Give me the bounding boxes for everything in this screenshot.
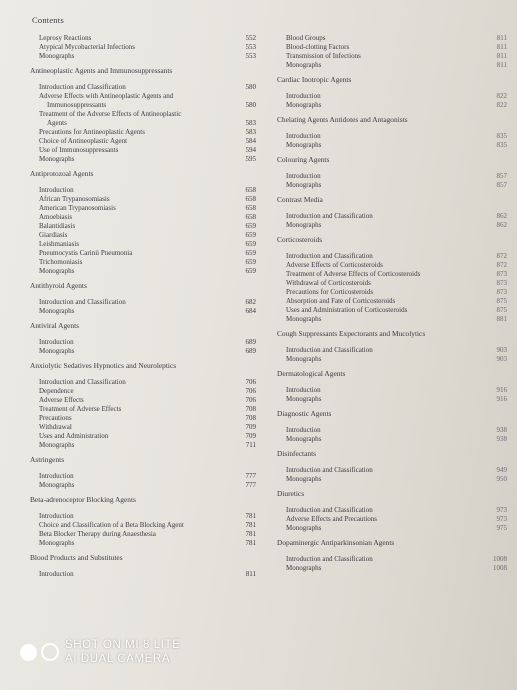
entry-label: Treatment of the Adverse Effects of Antineoplastic: [39, 110, 182, 118]
contents-entry: [30, 213, 256, 222]
entry-label: Monographs: [286, 395, 322, 403]
entry-page-number: 659: [245, 222, 256, 230]
entry-label: Introduction and Classification: [39, 83, 126, 91]
contents-entry: [277, 212, 507, 221]
entry-label: Introduction and Classification: [39, 378, 126, 386]
contents-entry: [277, 515, 507, 524]
contents-section: [30, 281, 256, 316]
entry-label: Precautions for Antineoplastic Agents: [39, 128, 145, 136]
entry-label: Adverse Effects and Precautions: [286, 515, 378, 523]
contents-entry: [277, 270, 507, 279]
contents-entry: [30, 240, 256, 249]
contents-entry: [30, 110, 256, 119]
entry-page-number: 862: [496, 221, 507, 229]
entry-page-number: 781: [245, 521, 256, 529]
entry-page-number: 659: [245, 267, 256, 275]
contents-entry: [30, 186, 256, 195]
contents-entry: [30, 249, 256, 258]
entry-label: Uses and Administration of Corticosteroids: [286, 306, 408, 314]
contents-section: [277, 155, 507, 190]
contents-entry: [30, 137, 256, 146]
contents-entry: [277, 132, 507, 141]
entry-page-number: 875: [496, 306, 507, 314]
contents-entry: [277, 524, 507, 533]
entry-page-number: 873: [496, 270, 507, 278]
entry-page-number: 580: [245, 83, 256, 91]
contents-entry: [30, 34, 256, 43]
entry-label: Beta Blocker Therapy during Anaesthesia: [39, 530, 156, 538]
contents-entry: [30, 570, 256, 579]
entry-label: Introduction and Classification: [286, 555, 373, 563]
entry-page-number: 916: [496, 386, 507, 394]
section-title: Colouring Agents: [277, 155, 330, 164]
entry-page-number: 553: [245, 52, 256, 60]
contents-entry: [277, 92, 507, 101]
entry-page-number: 872: [496, 252, 507, 260]
contents-left-column: [30, 34, 256, 584]
contents-entry: [30, 267, 256, 276]
entry-label: Introduction: [286, 172, 321, 180]
contents-entry: [277, 61, 507, 70]
entry-page-number: 706: [245, 387, 256, 395]
entry-label: Treatment of Adverse Effects of Corticosteroids: [286, 270, 421, 278]
entry-label: Precautions: [39, 414, 72, 422]
entry-page-number: 706: [245, 396, 256, 404]
contents-entry: [277, 475, 507, 484]
entry-label: Introduction and Classification: [286, 212, 373, 220]
entry-label: Use of Immunosuppressants: [39, 146, 119, 154]
contents-entry: [277, 43, 507, 52]
contents-entry: [30, 347, 256, 356]
contents-section: [277, 115, 507, 150]
watermark-line-2: AI DUAL CAMERA: [65, 653, 171, 665]
entry-page-number: 658: [245, 204, 256, 212]
entry-label: Withdrawal: [39, 423, 72, 431]
entry-label: African Trypanosomiasis: [39, 195, 110, 203]
contents-entry: [277, 52, 507, 61]
page-header: [32, 15, 64, 25]
contents-section: [30, 495, 256, 548]
contents-entry: [30, 539, 256, 548]
entry-label: Amoebiasis: [39, 213, 73, 221]
contents-entry: [277, 181, 507, 190]
page-header-title: Contents: [32, 15, 64, 25]
entry-label: Monographs: [39, 267, 75, 275]
entry-label: Introduction and Classification: [286, 466, 373, 474]
entry-label: Choice of Antineoplastic Agent: [39, 137, 128, 145]
entry-page-number: 903: [496, 346, 507, 354]
entry-page-number: 1008: [493, 555, 507, 563]
contents-section: [277, 75, 507, 110]
entry-page-number: 777: [245, 481, 256, 489]
contents-entry: [30, 298, 256, 307]
section-title: Cough Suppressants Expectorants and Mucolytics: [277, 329, 426, 338]
contents-entry: [277, 564, 507, 573]
section-title: Antineoplastic Agents and Immunosuppressants: [30, 66, 173, 75]
entry-page-number: 835: [496, 141, 507, 149]
contents-entry: [30, 204, 256, 213]
entry-page-number: 658: [245, 186, 256, 194]
entry-page-number: 595: [245, 155, 256, 163]
contents-right-column: [277, 34, 507, 578]
entry-page-number: 938: [496, 435, 507, 443]
entry-page-number: 873: [496, 279, 507, 287]
contents-entry: [277, 386, 507, 395]
entry-page-number: 916: [496, 395, 507, 403]
entry-page-number: 682: [245, 298, 256, 306]
contents-entry: [30, 405, 256, 414]
contents-entry: [277, 346, 507, 355]
contents-entry: [277, 101, 507, 110]
contents-section: [277, 449, 507, 484]
contents-section: [277, 195, 507, 230]
entry-label: Immunosuppressants: [47, 101, 107, 109]
entry-label: Leishmaniasis: [39, 240, 80, 248]
entry-page-number: 659: [245, 258, 256, 266]
contents-entry: [30, 222, 256, 231]
contents-entry: [30, 521, 256, 530]
entry-page-number: 711: [245, 441, 256, 449]
entry-label: Introduction and Classification: [286, 346, 373, 354]
entry-page-number: 583: [245, 128, 256, 136]
entry-page-number: 584: [245, 137, 256, 145]
entry-page-number: 1008: [493, 564, 507, 572]
contents-entry: [277, 306, 507, 315]
contents-entry: [30, 195, 256, 204]
section-title: Anxiolytic Sedatives Hypnotics and Neuroleptics: [30, 361, 177, 370]
entry-label: Precautions for Corticosteroids: [286, 288, 374, 296]
entry-page-number: 975: [496, 524, 507, 532]
entry-label: Giardiasis: [39, 231, 68, 239]
entry-label: Blood Groups: [286, 34, 326, 42]
entry-label: Monographs: [286, 181, 322, 189]
contents-entry: [277, 297, 507, 306]
entry-page-number: 706: [245, 378, 256, 386]
entry-label: Introduction: [39, 186, 74, 194]
contents-entry: [277, 141, 507, 150]
entry-label: Transmission of Infections: [286, 52, 361, 60]
entry-label: Monographs: [39, 52, 75, 60]
section-title: Diagnostic Agents: [277, 409, 332, 418]
entry-label: Treatment of Adverse Effects: [39, 405, 122, 413]
contents-entry: [277, 315, 507, 324]
entry-label: Monographs: [39, 539, 75, 547]
entry-label: Monographs: [39, 155, 75, 163]
entry-page-number: 777: [245, 472, 256, 480]
entry-page-number: 781: [245, 512, 256, 520]
contents-section: [277, 489, 507, 533]
entry-page-number: 689: [245, 338, 256, 346]
contents-entry: [277, 252, 507, 261]
entry-label: Monographs: [286, 141, 322, 149]
entry-label: Dependence: [39, 387, 74, 395]
contents-entry: [30, 338, 256, 347]
contents-entry: [30, 92, 256, 101]
section-title: Astringents: [30, 455, 65, 464]
section-title: Antiprotozoal Agents: [30, 169, 94, 178]
entry-label: Introduction: [286, 426, 321, 434]
contents-entry: [30, 378, 256, 387]
contents-section: [277, 538, 507, 573]
entry-page-number: 872: [496, 261, 507, 269]
entry-page-number: 580: [245, 101, 256, 109]
entry-page-number: 862: [496, 212, 507, 220]
entry-label: Introduction and Classification: [39, 298, 126, 306]
entry-page-number: 811: [496, 34, 507, 42]
entry-page-number: 583: [245, 119, 256, 127]
watermark-line-1: SHOT ON MI 8 LITE: [65, 639, 181, 651]
contents-entry: [30, 52, 256, 61]
entry-page-number: 903: [496, 355, 507, 363]
entry-label: Monographs: [39, 441, 75, 449]
entry-page-number: 822: [496, 92, 507, 100]
contents-entry: [30, 307, 256, 316]
entry-page-number: 659: [245, 231, 256, 239]
contents-entry: [30, 481, 256, 490]
entry-page-number: 811: [496, 52, 507, 60]
contents-entry: [30, 258, 256, 267]
contents-section: [277, 34, 507, 70]
entry-page-number: 811: [245, 570, 256, 578]
entry-label: Choice and Classification of a Beta Blocking Agent: [39, 521, 184, 529]
entry-label: Monographs: [39, 481, 75, 489]
contents-entry: [30, 128, 256, 137]
entry-label: Blood-clotting Factors: [286, 43, 350, 51]
section-title: Contrast Media: [277, 195, 323, 204]
watermark-text: [65, 638, 180, 666]
contents-entry: [30, 396, 256, 405]
entry-page-number: 973: [496, 515, 507, 523]
entry-page-number: 973: [496, 506, 507, 514]
contents-entry: [277, 261, 507, 270]
contents-entry: [277, 172, 507, 181]
entry-page-number: 811: [496, 43, 507, 51]
section-title: Dermatological Agents: [277, 369, 346, 378]
entry-label: Pneumocystis Carinii Pneumonia: [39, 249, 133, 257]
section-title: Antiviral Agents: [30, 321, 80, 330]
section-title: Corticosteroids: [277, 235, 323, 244]
entry-page-number: 708: [245, 405, 256, 413]
entry-label: Balantidiasis: [39, 222, 76, 230]
contents-entry: [277, 221, 507, 230]
entry-page-number: 781: [245, 530, 256, 538]
contents-section: [30, 66, 256, 164]
entry-label: Monographs: [286, 61, 322, 69]
contents-entry: [30, 101, 256, 110]
entry-label: Monographs: [39, 307, 75, 315]
section-title: Antithyroid Agents: [30, 281, 87, 290]
contents-entry: [277, 466, 507, 475]
entry-page-number: 709: [245, 423, 256, 431]
contents-section: [30, 553, 256, 579]
entry-label: Trichomoniasis: [39, 258, 83, 266]
entry-label: Adverse Effects: [39, 396, 84, 404]
contents-section: [30, 321, 256, 356]
entry-page-number: 658: [245, 195, 256, 203]
contents-entry: [30, 530, 256, 539]
contents-entry: [277, 426, 507, 435]
entry-page-number: 835: [496, 132, 507, 140]
contents-section: [277, 369, 507, 404]
section-title: Blood Products and Substitutes: [30, 553, 123, 562]
entry-label: Introduction and Classification: [286, 506, 373, 514]
entry-page-number: 875: [496, 297, 507, 305]
entry-page-number: 857: [496, 172, 507, 180]
entry-label: Monographs: [286, 315, 322, 323]
entry-page-number: 553: [245, 43, 256, 51]
contents-section: [30, 34, 256, 61]
entry-page-number: 684: [245, 307, 256, 315]
contents-section: [30, 455, 256, 490]
entry-label: Introduction: [286, 132, 321, 140]
entry-page-number: 659: [245, 249, 256, 257]
contents-section: [30, 361, 256, 450]
entry-label: Atypical Mycobacterial Infections: [39, 43, 136, 51]
entry-label: Monographs: [286, 475, 322, 483]
contents-entry: [277, 34, 507, 43]
entry-label: Leprosy Reactions: [39, 34, 92, 42]
contents-entry: [30, 472, 256, 481]
entry-label: Introduction: [39, 472, 74, 480]
entry-label: Monographs: [286, 564, 322, 572]
entry-page-number: 552: [245, 34, 256, 42]
contents-section: [277, 409, 507, 444]
entry-page-number: 689: [245, 347, 256, 355]
contents-entry: [30, 43, 256, 52]
contents-entry: [277, 555, 507, 564]
contents-entry: [30, 119, 256, 128]
contents-entry: [277, 288, 507, 297]
contents-entry: [277, 435, 507, 444]
camera-logo-icon: [20, 643, 59, 661]
contents-entry: [277, 355, 507, 364]
entry-label: Introduction: [286, 92, 321, 100]
section-title: Dopaminergic Antiparkinsonian Agents: [277, 538, 395, 547]
entry-page-number: 709: [245, 432, 256, 440]
entry-label: Introduction: [39, 512, 74, 520]
contents-entry: [30, 146, 256, 155]
entry-page-number: 781: [245, 539, 256, 547]
entry-label: Introduction: [286, 386, 321, 394]
entry-page-number: 658: [245, 213, 256, 221]
entry-label: Adverse Effects of Corticosteroids: [286, 261, 383, 269]
entry-page-number: 881: [496, 315, 507, 323]
entry-label: Monographs: [286, 101, 322, 109]
contents-entry: [30, 512, 256, 521]
entry-page-number: 938: [496, 426, 507, 434]
entry-label: Monographs: [286, 355, 322, 363]
contents-entry: [30, 155, 256, 164]
entry-page-number: 811: [496, 61, 507, 69]
section-title: Diuretics: [277, 489, 305, 498]
entry-label: Adverse Effects with Antineoplastic Agents and: [39, 92, 174, 100]
entry-label: Introduction: [39, 338, 74, 346]
contents-section: [30, 169, 256, 276]
entry-label: Monographs: [286, 221, 322, 229]
contents-entry: [30, 423, 256, 432]
entry-label: Absorption and Fate of Corticosteroids: [286, 297, 396, 305]
section-title: Disinfectants: [277, 449, 316, 458]
entry-label: Uses and Administration: [39, 432, 109, 440]
contents-entry: [277, 395, 507, 404]
entry-page-number: 950: [496, 475, 507, 483]
entry-page-number: 873: [496, 288, 507, 296]
section-title: Beta-adrenoceptor Blocking Agents: [30, 495, 136, 504]
entry-page-number: 949: [496, 466, 507, 474]
section-title: Chelating Agents Antidotes and Antagonists: [277, 115, 408, 124]
entry-page-number: 857: [496, 181, 507, 189]
contents-entry: [30, 432, 256, 441]
entry-label: Withdrawal of Corticosteroids: [286, 279, 371, 287]
contents-section: [277, 329, 507, 364]
entry-label: Monographs: [39, 347, 75, 355]
entry-page-number: 708: [245, 414, 256, 422]
contents-entry: [30, 231, 256, 240]
contents-entry: [30, 441, 256, 450]
entry-page-number: 822: [496, 101, 507, 109]
entry-label: Introduction: [39, 570, 74, 578]
contents-entry: [277, 279, 507, 288]
entry-page-number: 659: [245, 240, 256, 248]
contents-entry: [30, 414, 256, 423]
entry-page-number: 594: [245, 146, 256, 154]
entry-label: American Trypanosomiasis: [39, 204, 116, 212]
entry-label: Introduction and Classification: [286, 252, 373, 260]
camera-watermark: [20, 638, 180, 666]
contents-entry: [277, 506, 507, 515]
entry-label: Monographs: [286, 524, 322, 532]
section-title: Cardiac Inotropic Agents: [277, 75, 352, 84]
contents-section: [277, 235, 507, 324]
contents-entry: [30, 83, 256, 92]
entry-label: Agents: [47, 119, 67, 127]
entry-label: Monographs: [286, 435, 322, 443]
contents-entry: [30, 387, 256, 396]
